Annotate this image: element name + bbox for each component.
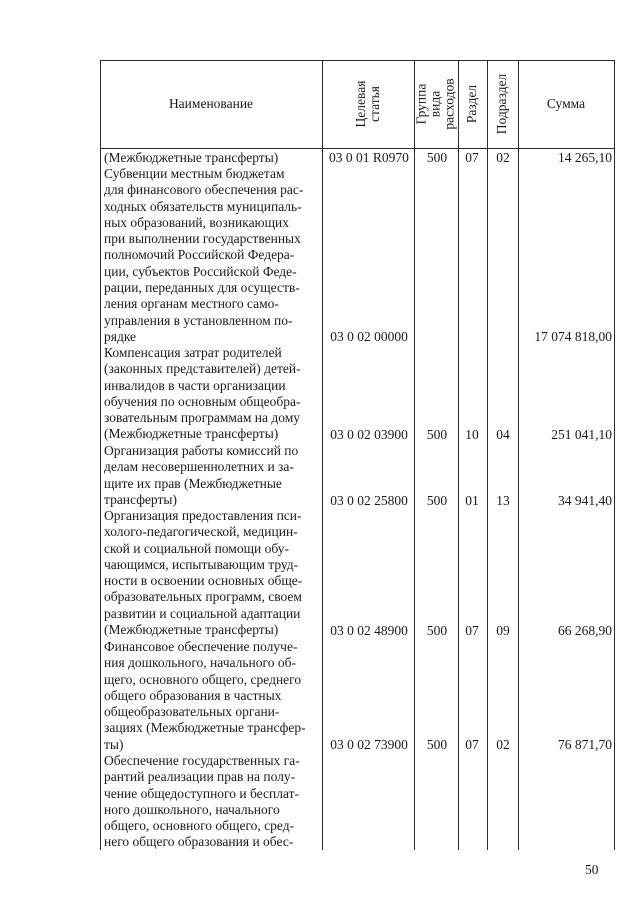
column-divider (322, 60, 323, 850)
header-sum-label: Сумма (546, 96, 586, 111)
header-group (414, 60, 458, 148)
column-divider (518, 60, 519, 850)
row-target-code: 03 0 01 R0970 (329, 150, 409, 165)
row-sum: 76 871,70 (558, 737, 612, 752)
header-name-label: Наименование (168, 96, 254, 111)
column-divider (458, 60, 459, 850)
row-sum: 17 074 818,00 (534, 329, 612, 344)
column-divider (100, 60, 101, 850)
column-divider (414, 60, 415, 850)
row-section: 07 (465, 737, 479, 752)
header-section (458, 60, 487, 148)
row-group: 500 (426, 427, 448, 442)
header-sum (518, 60, 614, 148)
row-group: 500 (426, 737, 448, 752)
row-group: 500 (426, 623, 448, 638)
row-target-code: 03 0 02 73900 (330, 737, 408, 752)
row-target-code: 03 0 02 00000 (330, 329, 408, 344)
row-section: 07 (465, 623, 479, 638)
row-subsection: 13 (496, 493, 510, 508)
row-name: (Межбюджетные трансферты) (104, 150, 279, 165)
row-name: Финансовое обеспечение получе- ния дошкольного, начального об- щего, основного общего, среднего общего образования в частных общеобразовательных органи- зациях (Межбюджетные трансфер- ты) (104, 639, 306, 752)
column-divider (487, 60, 488, 850)
row-name: Организация предоставления пси- холого-педагогической, медицин- ской и социальной помощи обу- чающимся, испытывающим труд- ности в освоении основных обще- образовательных программ, своем развитии и социальной адаптации (Межбюджетные трансферты) (104, 508, 303, 638)
row-name: Компенсация затрат родителей (законных представителей) детей- инвалидов в части организации обучения по основным общеобра- зовательным программам на дому (Межбюджетные трансферты) (104, 345, 301, 442)
row-name: Субвенции местным бюджетам для финансового обеспечения рас- ходных обязательств муниципаль- ных образований, возникающих при выполнении государственных полномочий Российской Федера- ции, субъектов Российской Феде- рации, переданных для осуществ- ления органам местного само- управления в установленном по- рядке (104, 166, 304, 344)
row-group: 500 (426, 150, 448, 165)
row-sum: 66 268,90 (558, 623, 612, 638)
header-target (322, 60, 414, 148)
page-number: 50 (585, 862, 599, 877)
header-bottom-border (100, 148, 615, 149)
row-target-code: 03 0 02 03900 (330, 427, 408, 442)
row-target-code: 03 0 02 48900 (330, 623, 408, 638)
row-group: 500 (426, 493, 448, 508)
row-target-code: 03 0 02 25800 (330, 493, 408, 508)
row-section: 07 (465, 150, 479, 165)
row-sum: 14 265,10 (558, 150, 612, 165)
header-subsection (487, 60, 518, 148)
row-subsection: 09 (496, 623, 510, 638)
row-section: 01 (465, 493, 479, 508)
header-name (100, 60, 322, 148)
row-section: 10 (465, 427, 479, 442)
header-subsection-label: Подраздел (494, 73, 510, 135)
budget-table (100, 60, 615, 850)
header-section-label: Раздел (464, 84, 480, 124)
row-subsection: 02 (496, 150, 510, 165)
row-subsection: 04 (496, 427, 510, 442)
row-sum: 34 941,40 (558, 493, 612, 508)
header-group-label: Группа вида расходов (414, 78, 458, 130)
row-name: Организация работы комиссий по делам несовершеннолетних и за- щите их прав (Межбюджетные трансферты) (104, 443, 299, 507)
row-sum: 251 041,10 (551, 427, 612, 442)
row-subsection: 02 (496, 737, 510, 752)
header-target-label: Целевая статья (353, 80, 382, 128)
row-name: Обеспечение государственных га- рантий реализации прав на полу- чение общедоступного и бесплат- ного дошкольного, начального общего, основного общего, сред- него общего образования и обес- (104, 753, 300, 850)
column-divider (614, 60, 615, 850)
